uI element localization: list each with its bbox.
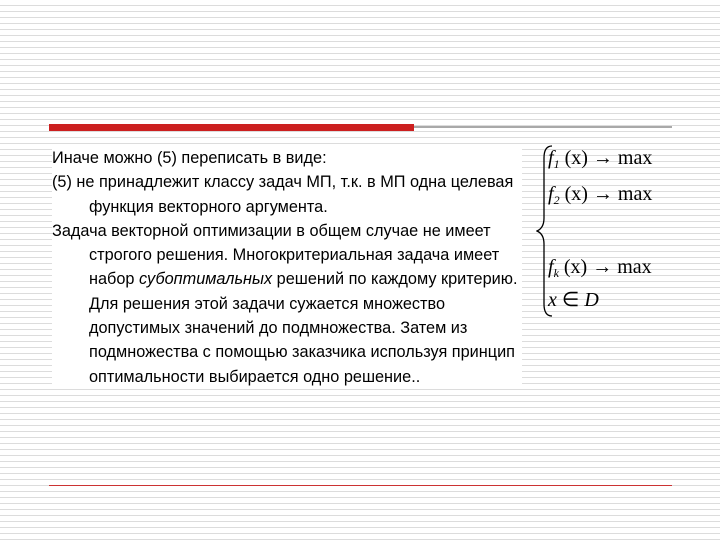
- paragraph-3-italic-term: субоптимальных: [139, 270, 273, 289]
- paragraph-1: [52, 146, 522, 170]
- paragraph-3-text-start: Задача векторной оптимизации в общем случае не имеет строгого решения. Многокритериальная задача имеет набор: [52, 221, 500, 289]
- body-text: [52, 146, 522, 389]
- paragraph-2: [52, 170, 522, 219]
- footer-divider-line: [49, 485, 672, 486]
- paragraph-3: [52, 219, 522, 389]
- formula-row-1: $f_1$ (x) → max: [548, 147, 653, 171]
- optimization-formula: [536, 0, 686, 340]
- formula-row-2: $f_2$ (x) → max: [548, 183, 653, 207]
- paragraph-2-text: (5) не принадлежит классу задач МП, т.к. в МП одна целевая функция векторного аргумента.: [52, 173, 514, 216]
- title-accent-bar: [49, 124, 414, 131]
- formula-row-k: $f_k$ (x) → max: [548, 256, 652, 280]
- paragraph-1-text: Иначе можно (5) переписать в виде:: [52, 149, 327, 167]
- paragraph-3-text-end: решений по каждому критерию. Для решения этой задачи сужается множество допустимых значений до подмножества. Затем из подмножества с помощью заказчика используя принцип оптимальности выбирается одно решение..: [89, 270, 518, 386]
- formula-constraint: x ∈ D: [548, 289, 599, 311]
